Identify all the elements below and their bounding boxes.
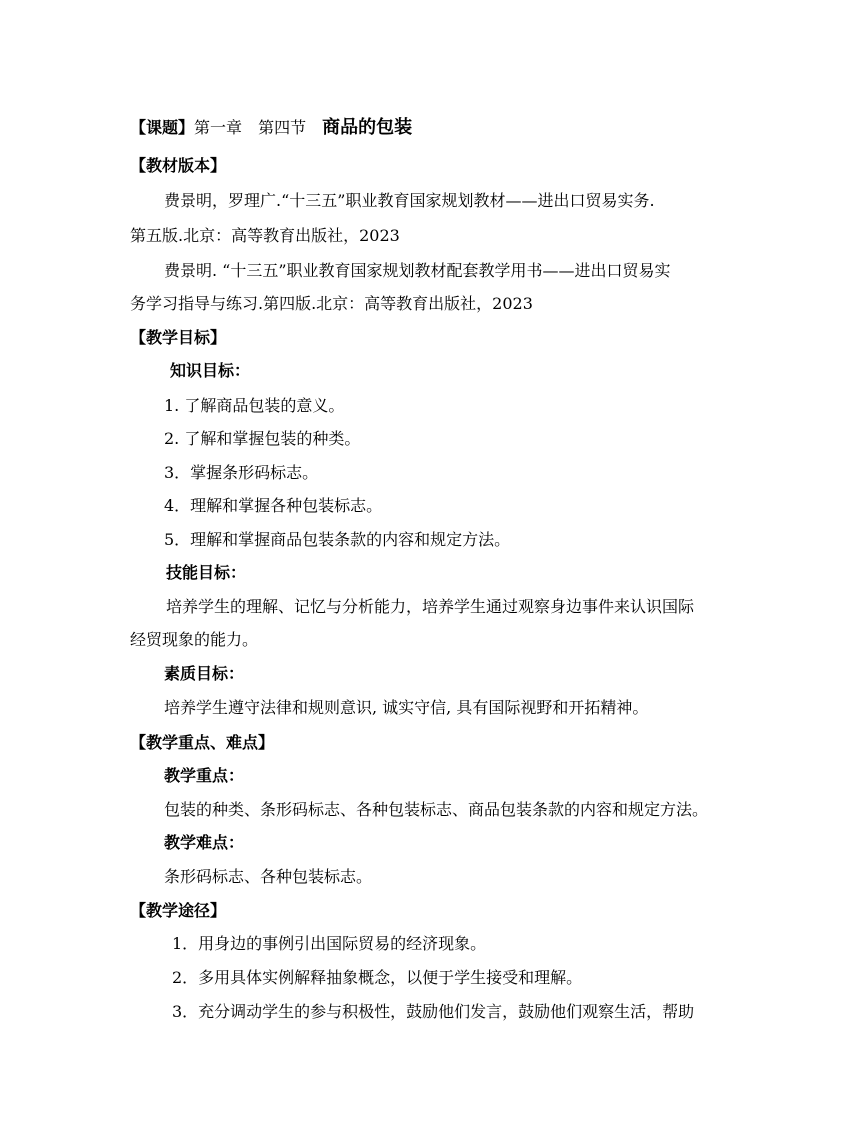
lesson-title-line — [130, 118, 412, 138]
approach-item: 1．用身边的事例引出国际贸易的经济现象。 — [172, 934, 487, 953]
skill-heading: 技能目标： — [166, 563, 247, 582]
knowledge-item: 4．理解和掌握各种包装标志。 — [164, 496, 383, 515]
difficulty-heading: 教学难点： — [164, 833, 245, 852]
key-points-heading: 【教学重点、难点】 — [130, 733, 275, 752]
knowledge-item: 2. 了解和掌握包装的种类。 — [164, 429, 361, 448]
quality-heading: 素质目标： — [164, 664, 245, 683]
approach-item: 2．多用具体实例解释抽象概念，以便于学生接受和理解。 — [172, 968, 583, 987]
textbook-ref2-line1: 费景明. “十三五”职业教育国家规划教材配套教学用书——进出口贸易实 — [164, 261, 671, 280]
knowledge-heading: 知识目标： — [170, 361, 251, 380]
focus-heading: 教学重点： — [164, 766, 245, 785]
lesson-section: 第四节 — [258, 118, 307, 137]
skill-line2: 经贸现象的能力。 — [130, 630, 259, 649]
focus-text: 包装的种类、条形码标志、各种包装标志、商品包装条款的内容和规定方法。 — [164, 800, 709, 819]
knowledge-item: 5．理解和掌握商品包装条款的内容和规定方法。 — [164, 530, 511, 549]
objectives-heading: 【教学目标】 — [130, 328, 227, 347]
approach-item: 3．充分调动学生的参与积极性，鼓励他们发言，鼓励他们观察生活，帮助 — [172, 1002, 695, 1021]
lesson-chapter: 第一章 — [194, 118, 243, 137]
bracket-open: 【 — [130, 118, 147, 137]
lesson-label: 课题 — [146, 118, 179, 137]
lesson-title: 商品的包装 — [322, 117, 413, 138]
textbook-ref1-line2: 第五版.北京：高等教育出版社，2023 — [130, 226, 400, 245]
difficulty-text: 条形码标志、各种包装标志。 — [164, 867, 373, 886]
knowledge-item: 3．掌握条形码标志。 — [164, 463, 319, 482]
bracket-close: 】 — [178, 118, 195, 137]
textbook-ref1-line1: 费景明，罗理广.“十三五”职业教育国家规划教材——进出口贸易实务. — [164, 191, 655, 210]
textbook-heading: 【教材版本】 — [130, 156, 227, 175]
skill-line1: 培养学生的理解、记忆与分析能力，培养学生通过观察身边事件来认识国际 — [166, 597, 695, 616]
textbook-ref2-line2: 务学习指导与练习.第四版.北京：高等教育出版社，2023 — [130, 294, 533, 313]
quality-text: 培养学生遵守法律和规则意识, 诚实守信, 具有国际视野和开拓精神。 — [164, 698, 649, 717]
approach-heading: 【教学途径】 — [130, 901, 227, 920]
knowledge-item: 1. 了解商品包装的意义。 — [164, 396, 345, 415]
